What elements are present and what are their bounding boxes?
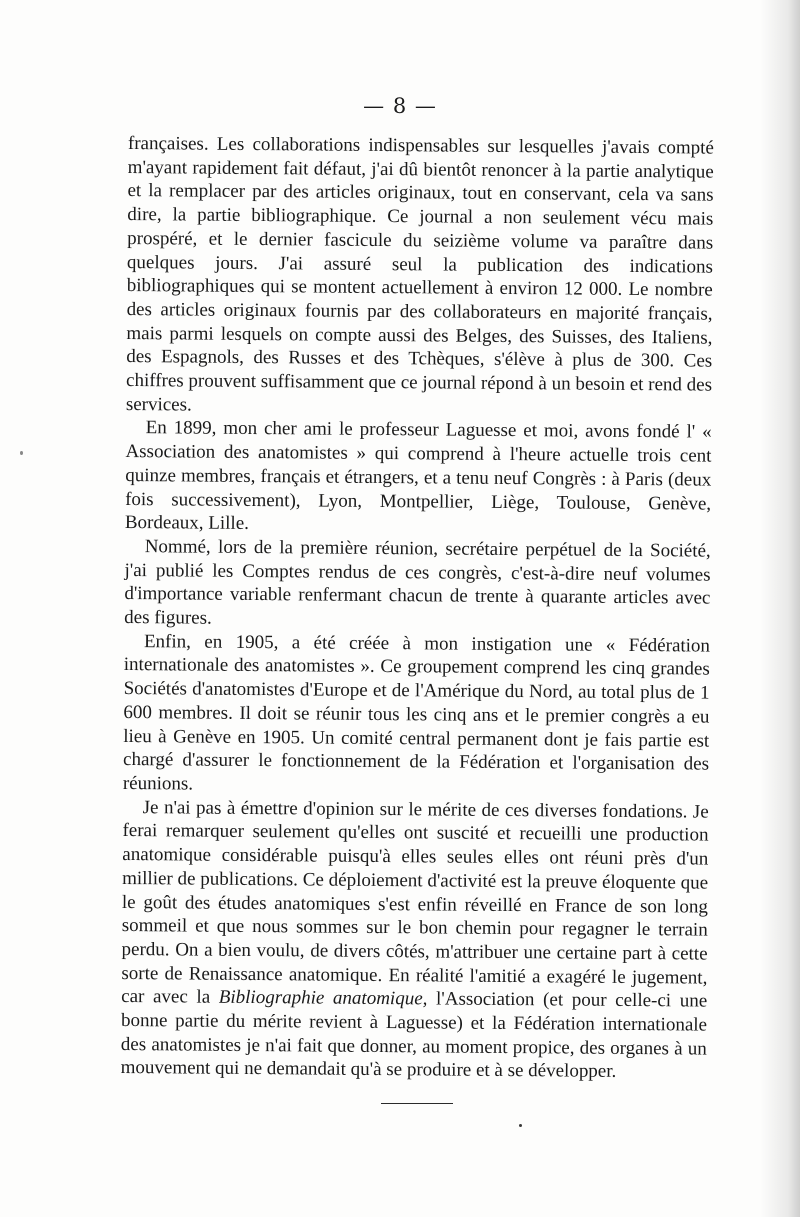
paragraph-3: Nommé, lors de la première réunion, secrétaire perpétuel de la Société, j'ai publié les Comptes rendus de ces congrès, c'est-à-dire neuf volumes d'importance variable renfermant chacun de trente à quarante articles avec des figures. xyxy=(124,536,711,629)
ink-dot xyxy=(519,1124,522,1127)
paragraph-1: françaises. Les collaborations indispensables sur lesquelles j'avais compté m'ayant rapidement fait défaut, j'ai dû bientôt renoncer à la partie analytique et la remplacer par des articles originaux, tout en conservant, cela va sans dire, la partie bibliographique. Ce journal a non seulement vécu mais prospéré, et le dernier fascicule du seizième volume va paraître dans quelques jours. J'ai assuré seul la publication des indications bibliographiques qui se montent actuellement à environ 12 000. Le nombre des articles originaux fournis par des collaborateurs en majorité français, mais parmi lesquels on compte aussi des Belges, des Suisses, des Italiens, des Espagnols, des Russes et des Tchèques, s'élève à plus de 300. Ces chiffres prouvent suffisamment que ce journal répond à un besoin et rend des services. xyxy=(125,132,714,416)
journal-title-italic: Bibliographie anatomique, xyxy=(218,987,428,1010)
margin-speck xyxy=(20,451,23,455)
paragraph-5 xyxy=(121,796,709,1085)
paragraph-5-start: Je n'ai pas à émettre d'opinion sur le mérite de ces diverses fondations. Je ferai remarquer seulement qu'elles ont suscité et recueilli une production anatomique considérable puisqu'à elles seules elles ont réuni près d'un millier de publications. Ce déploiement d'activité est la preuve éloquente que le goût des études anatomiques s'est enfin réveillé en France de son long sommeil et que nous sommes sur le bon chemin pour regagner le terrain perdu. On a bien voulu, de divers côtés, m'attribuer une certaine part à cette sorte de Renaissance anatomique. En réalité l'amitié a exagéré le jugement, car avec la xyxy=(121,796,709,1009)
paragraph-2: En 1899, mon cher ami le professeur Laguesse et moi, avons fondé l' « Association des anatomistes » qui comprend à l'heure actuelle trois cent quinze membres, français et étrangers, et a tenu neuf Congrès : à Paris (deux fois successivement), Lyon, Montpellier, Liège, Toulouse, Genève, Bordeaux, Lille. xyxy=(124,417,712,535)
page-number: — 8 — xyxy=(363,94,437,118)
paragraph-5-end: l'Association (et pour celle-ci une bonne partie du mérite revient à Laguesse) et la Fédération internationale des anatomistes je n'ai fait que donner, au moment propice, des organes à un mouvement qui ne demandait qu'à se produire et à se développer. xyxy=(120,988,708,1083)
paragraph-4: Enfin, en 1905, a été créée à mon instigation une « Fédération internationale des anatomistes ». Ce groupement comprend les cinq grandes Sociétés d'anatomistes d'Europe et de l'Amérique du Nord, au total plus de 1 600 membres. Il doit se réunir tous les cinq ans et le premier congrès a eu lieu à Genève en 1905. Un comité central permanent dont je fais partie est chargé d'assurer le fonctionnement de la Fédération et l'organisation des réunions. xyxy=(122,630,711,795)
end-rule xyxy=(381,1103,453,1104)
body-text xyxy=(121,132,714,1085)
page-edge-shadow xyxy=(760,0,800,1217)
